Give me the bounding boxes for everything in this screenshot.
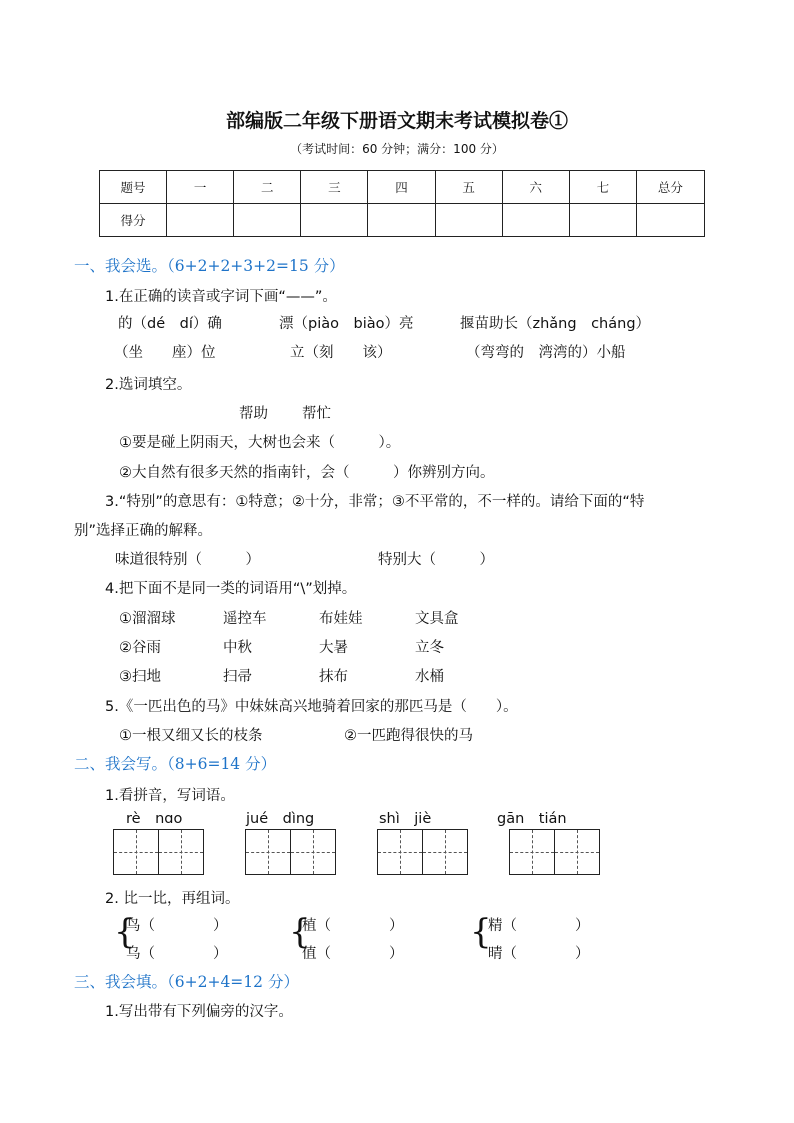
compare-item[interactable]: 值（ ） bbox=[302, 946, 404, 962]
score-entry-cell[interactable] bbox=[569, 204, 636, 237]
brace-symbol: { bbox=[289, 912, 311, 952]
word-item[interactable]: 立冬 bbox=[415, 640, 444, 656]
grid-cell[interactable] bbox=[422, 830, 467, 874]
word-item[interactable]: 文具盒 bbox=[415, 611, 459, 627]
fill-blank[interactable]: 特别大（ ） bbox=[378, 552, 494, 568]
score-entry-cell[interactable] bbox=[301, 204, 368, 237]
table-cell: 七 bbox=[569, 171, 636, 204]
pronunciation-option[interactable]: 揠苗助长（zhǎng cháng） bbox=[460, 316, 651, 332]
word-choice: 帮忙 bbox=[302, 406, 331, 422]
score-entry-cell[interactable] bbox=[167, 204, 234, 237]
writing-grid[interactable] bbox=[245, 829, 336, 875]
compare-item[interactable]: 植（ ） bbox=[302, 918, 404, 934]
compare-item[interactable]: 精（ ） bbox=[488, 918, 590, 934]
pinyin-label: shì jiè bbox=[379, 811, 432, 827]
word-item[interactable]: 大暑 bbox=[319, 640, 348, 656]
score-entry-cell[interactable] bbox=[435, 204, 502, 237]
brace-symbol: { bbox=[114, 912, 136, 952]
table-cell: 总分 bbox=[636, 171, 704, 204]
word-option[interactable]: 立（刻 该） bbox=[290, 345, 392, 361]
section-heading-2: 二、我会写。（8+6=14 分） bbox=[74, 755, 277, 773]
pinyin-label: gān tián bbox=[497, 811, 567, 827]
exam-info: （考试时间：60 分钟；满分：100 分） bbox=[290, 142, 504, 156]
pinyin-label: rè nɑo bbox=[126, 811, 183, 827]
question-3-1-prompt: 1.写出带有下列偏旁的汉字。 bbox=[105, 1004, 293, 1020]
writing-grid[interactable] bbox=[509, 829, 600, 875]
pronunciation-option[interactable]: 的（dé dí）确 bbox=[118, 316, 222, 332]
section-heading-3: 三、我会填。（6+2+4=12 分） bbox=[74, 973, 299, 991]
brace-symbol: { bbox=[470, 912, 492, 952]
grid-cell[interactable] bbox=[510, 830, 554, 874]
compare-item[interactable]: 晴（ ） bbox=[488, 946, 590, 962]
table-cell: 三 bbox=[301, 171, 368, 204]
compare-item[interactable]: 鸟（ ） bbox=[126, 918, 228, 934]
question-1-5-prompt: 5.《一匹出色的马》中妹妹高兴地骑着回家的那匹马是（ ）。 bbox=[105, 699, 518, 715]
question-1-3-text-cont: 别”选择正确的解释。 bbox=[74, 523, 213, 539]
word-item[interactable]: ①溜溜球 bbox=[119, 611, 176, 627]
score-entry-cell[interactable] bbox=[368, 204, 435, 237]
score-entry-cell[interactable] bbox=[636, 204, 704, 237]
fill-sentence[interactable]: ②大自然有很多天然的指南针，会（ ）你辨别方向。 bbox=[119, 465, 495, 481]
word-item[interactable]: 布娃娃 bbox=[319, 611, 363, 627]
question-1-1-prompt: 1.在正确的读音或字词下画“——”。 bbox=[105, 289, 337, 305]
question-2-1-prompt: 1.看拼音，写词语。 bbox=[105, 788, 235, 804]
grid-cell[interactable] bbox=[158, 830, 203, 874]
word-item[interactable]: ③扫地 bbox=[119, 669, 161, 685]
score-table-score-row bbox=[100, 204, 705, 237]
word-item[interactable]: 水桶 bbox=[415, 669, 444, 685]
question-1-4-prompt: 4.把下面不是同一类的词语用“\”划掉。 bbox=[105, 581, 357, 597]
score-table bbox=[99, 170, 705, 237]
word-choice: 帮助 bbox=[239, 406, 268, 422]
table-cell: 六 bbox=[502, 171, 569, 204]
fill-blank[interactable]: 味道很特别（ ） bbox=[115, 552, 260, 568]
table-cell: 二 bbox=[234, 171, 301, 204]
table-cell: 题号 bbox=[100, 171, 167, 204]
word-item[interactable]: ②谷雨 bbox=[119, 640, 161, 656]
pinyin-label: jué dìng bbox=[246, 811, 315, 827]
page-title: 部编版二年级下册语文期末考试模拟卷① bbox=[225, 110, 568, 132]
table-cell: 四 bbox=[368, 171, 435, 204]
word-item[interactable]: 中秋 bbox=[223, 640, 252, 656]
question-1-3-text: 3.“特别”的意思有：①特意；②十分，非常；③不平常的，不一样的。请给下面的“特 bbox=[105, 494, 645, 510]
score-table-header-row bbox=[100, 171, 705, 204]
question-1-2-prompt: 2.选词填空。 bbox=[105, 377, 192, 393]
writing-grid[interactable] bbox=[377, 829, 468, 875]
fill-sentence[interactable]: ①要是碰上阴雨天，大树也会来（ ）。 bbox=[119, 435, 401, 451]
table-cell: 得分 bbox=[100, 204, 167, 237]
table-cell: 五 bbox=[435, 171, 502, 204]
grid-cell[interactable] bbox=[378, 830, 422, 874]
question-2-2-prompt: 2. 比一比，再组词。 bbox=[105, 891, 240, 907]
answer-option[interactable]: ①一根又细又长的枝条 bbox=[119, 728, 263, 744]
word-item[interactable]: 遥控车 bbox=[223, 611, 267, 627]
word-item[interactable]: 扫帚 bbox=[223, 669, 252, 685]
grid-cell[interactable] bbox=[554, 830, 599, 874]
grid-cell[interactable] bbox=[114, 830, 158, 874]
grid-cell[interactable] bbox=[290, 830, 335, 874]
word-option[interactable]: （坐 座）位 bbox=[114, 345, 216, 361]
answer-option[interactable]: ②一匹跑得很快的马 bbox=[344, 728, 473, 744]
pronunciation-option[interactable]: 漂（piào biào）亮 bbox=[279, 316, 414, 332]
writing-grid[interactable] bbox=[113, 829, 204, 875]
score-entry-cell[interactable] bbox=[234, 204, 301, 237]
compare-item[interactable]: 乌（ ） bbox=[126, 946, 228, 962]
score-entry-cell[interactable] bbox=[502, 204, 569, 237]
table-cell: 一 bbox=[167, 171, 234, 204]
section-heading-1: 一、我会选。（6+2+2+3+2=15 分） bbox=[74, 257, 345, 275]
word-item[interactable]: 抹布 bbox=[319, 669, 348, 685]
grid-cell[interactable] bbox=[246, 830, 290, 874]
word-option[interactable]: （弯弯的 湾湾的）小船 bbox=[466, 345, 626, 361]
